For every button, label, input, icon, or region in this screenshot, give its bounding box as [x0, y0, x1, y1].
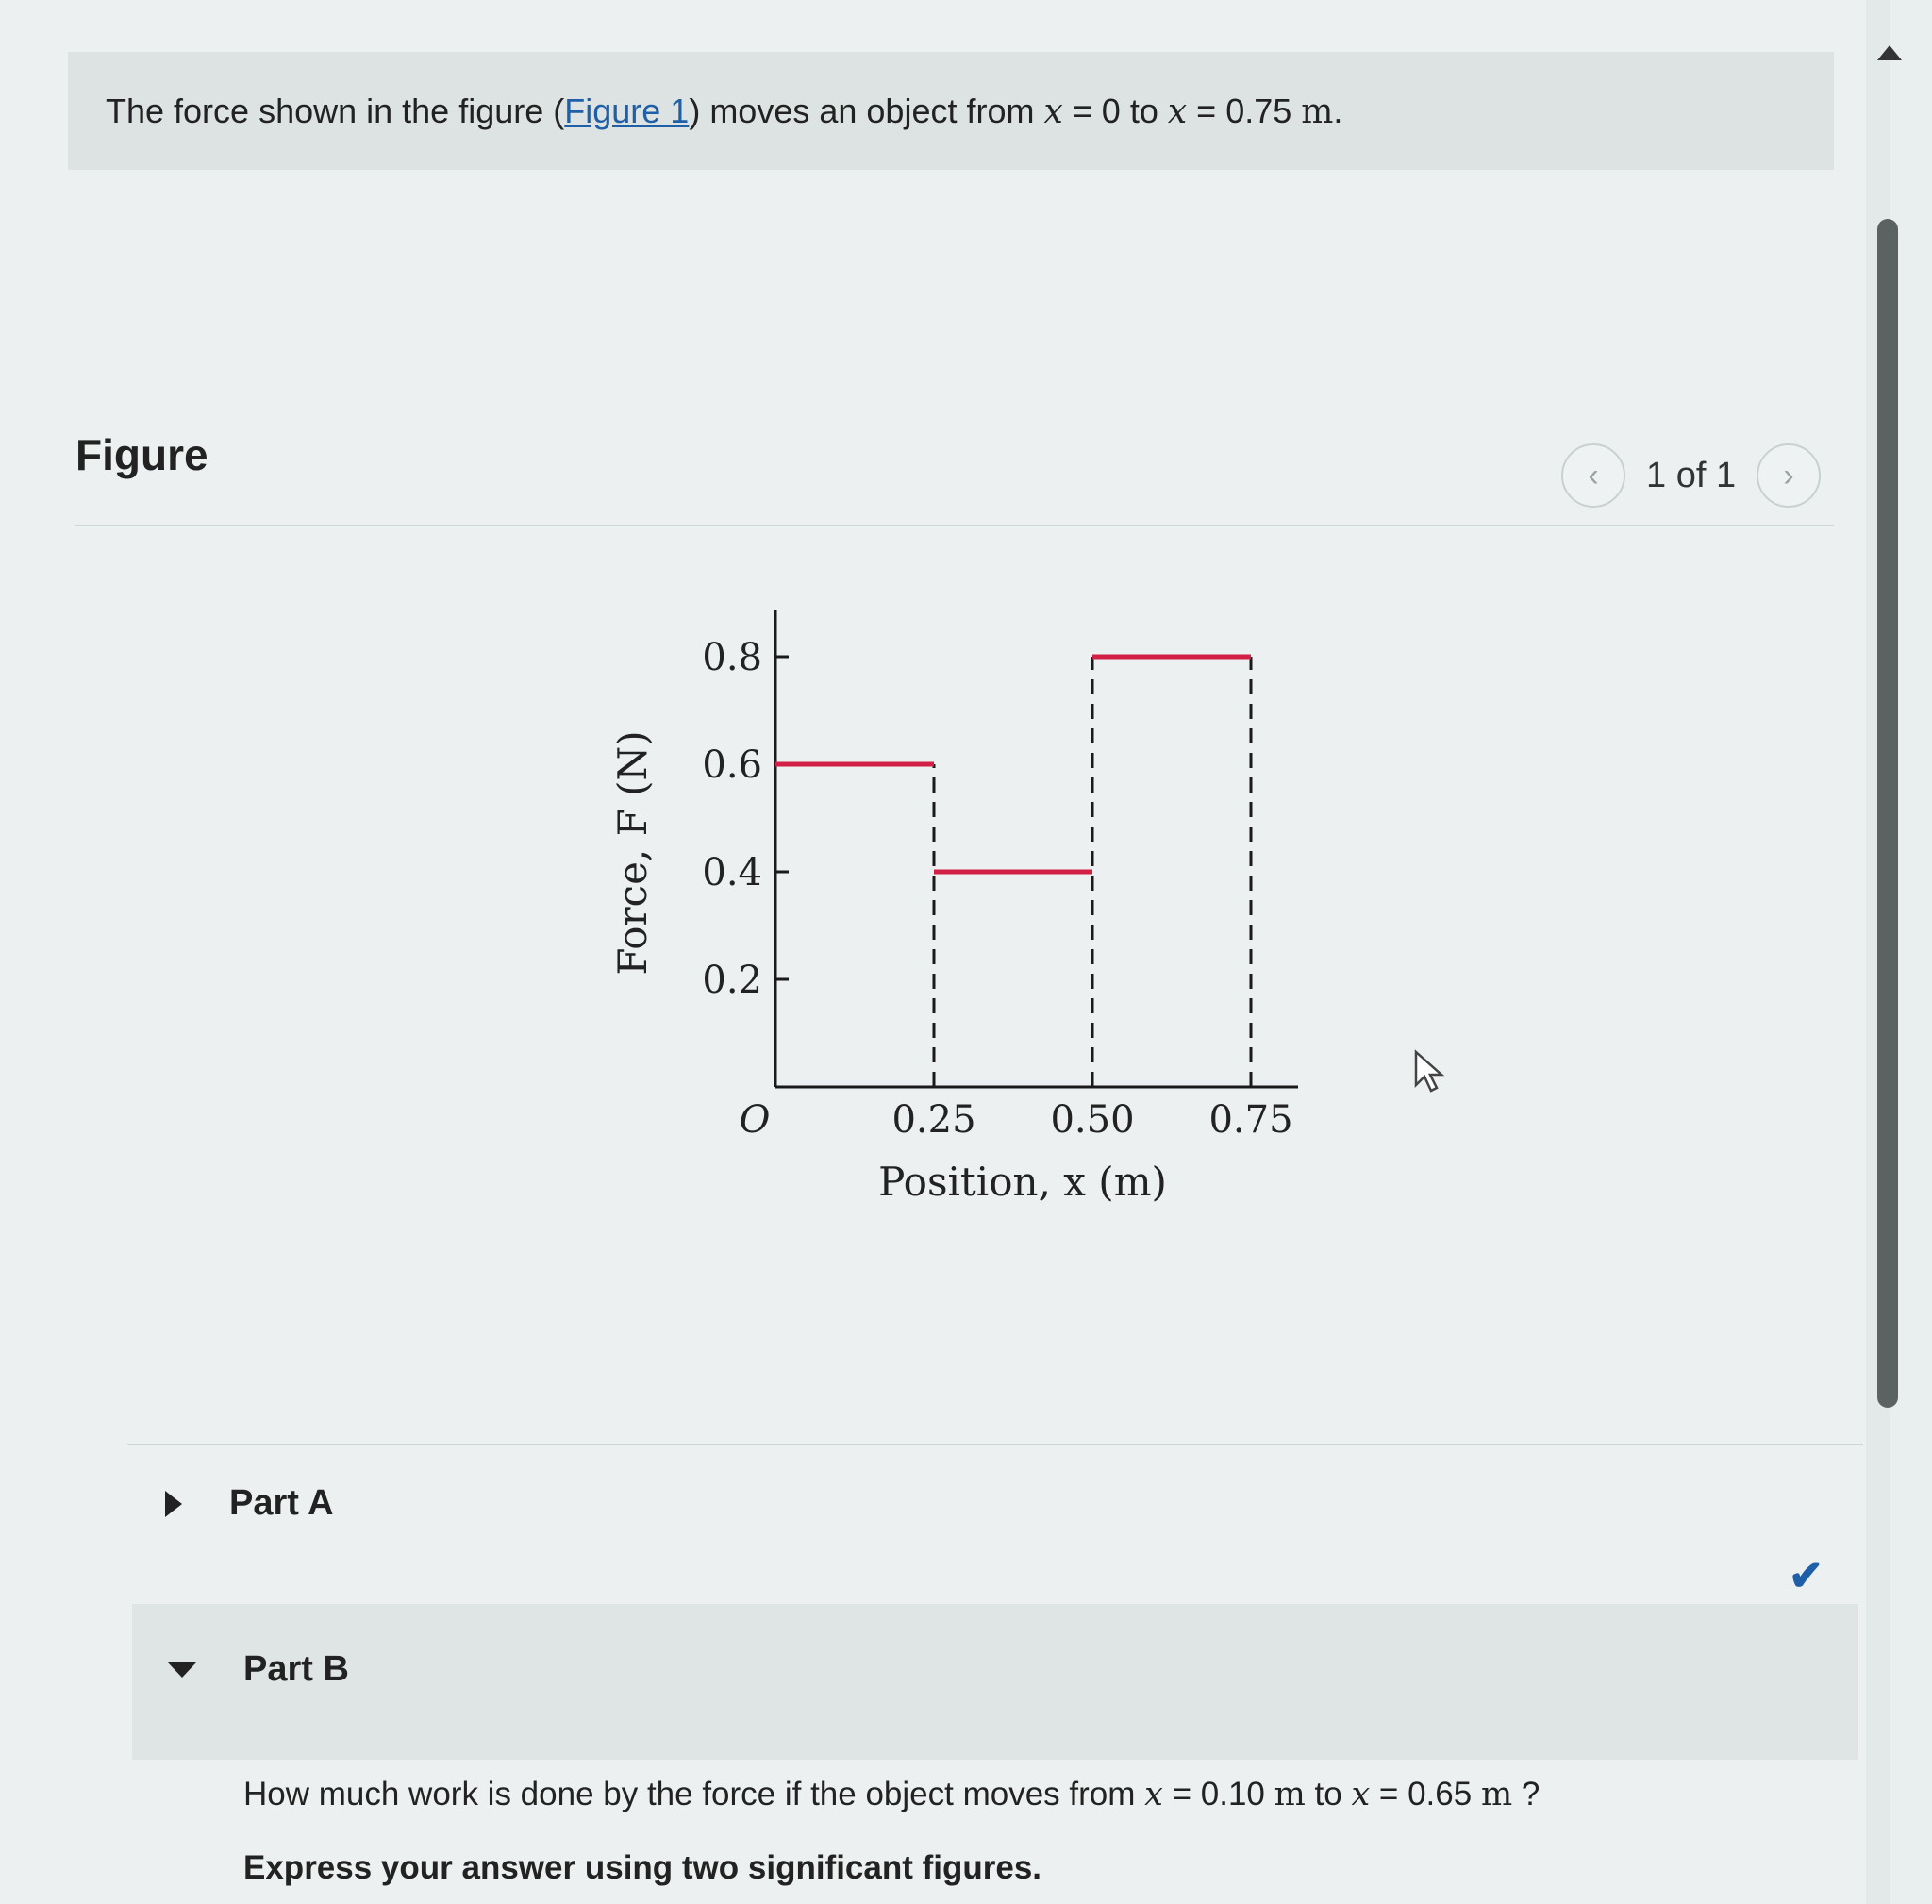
problem-statement [68, 52, 1834, 170]
prompt-text: . [1333, 92, 1343, 130]
math-var: x [1144, 1776, 1163, 1813]
x-tick-label: 0.50 [1050, 1098, 1135, 1142]
part-b-header[interactable] [132, 1604, 1858, 1760]
question-fragment: = 0.10 [1162, 1776, 1274, 1812]
x-tick-label: 0.75 [1208, 1098, 1293, 1142]
caret-down-icon [168, 1662, 196, 1678]
divider [127, 1444, 1863, 1445]
prompt-text: = 0.75 [1187, 92, 1302, 130]
y-tick-label: 0.6 [702, 743, 762, 787]
scroll-up-icon[interactable] [1877, 45, 1902, 60]
part-b-label: Part B [243, 1649, 349, 1689]
y-tick-label: 0.2 [702, 959, 762, 1002]
math-unit: m [1301, 92, 1334, 131]
question-text [243, 1776, 1540, 1813]
chevron-left-icon[interactable]: ‹ [1561, 443, 1625, 508]
figure-title: Figure [75, 430, 208, 479]
question-fragment: How much work is done by the force if the object moves from [243, 1776, 1145, 1812]
math-unit: m [1480, 1776, 1513, 1813]
divider [75, 525, 1834, 526]
question-fragment: ? [1512, 1776, 1541, 1812]
scrollbar-thumb[interactable] [1877, 219, 1898, 1408]
math-var: x [1167, 92, 1188, 131]
question-fragment: = 0.65 [1370, 1776, 1481, 1812]
math-var: x [1351, 1776, 1371, 1813]
prompt-text: The force shown in the figure ( [106, 92, 565, 130]
pager-text: 1 of 1 [1646, 455, 1737, 495]
x-axis-label: Position, x (m) [878, 1159, 1167, 1205]
part-a-toggle[interactable] [165, 1483, 334, 1524]
question-fragment: to [1305, 1776, 1352, 1812]
x-tick-label: 0.25 [891, 1098, 976, 1142]
checkmark-icon: ✔ [1789, 1553, 1824, 1599]
prompt-text: = 0 to [1062, 92, 1168, 130]
chevron-right-icon[interactable]: › [1757, 443, 1821, 508]
figure-pager [1561, 443, 1821, 508]
y-tick-label: 0.8 [702, 636, 762, 679]
answer-instruction: Express your answer using two significant figures. [243, 1849, 1042, 1886]
prompt-text: ) moves an object from [689, 92, 1044, 130]
force-position-chart [604, 585, 1321, 1227]
y-axis-label: Force, F (N) [609, 730, 656, 976]
y-tick-label: 0.4 [702, 851, 762, 894]
math-unit: m [1274, 1776, 1306, 1813]
math-var: x [1043, 92, 1063, 131]
part-b-toggle[interactable] [168, 1649, 349, 1690]
figure-link[interactable]: Figure 1 [564, 92, 690, 130]
origin-label: O [739, 1098, 771, 1142]
mouse-cursor-icon [1413, 1049, 1445, 1094]
part-a-label: Part A [229, 1483, 334, 1523]
caret-right-icon [165, 1491, 182, 1517]
